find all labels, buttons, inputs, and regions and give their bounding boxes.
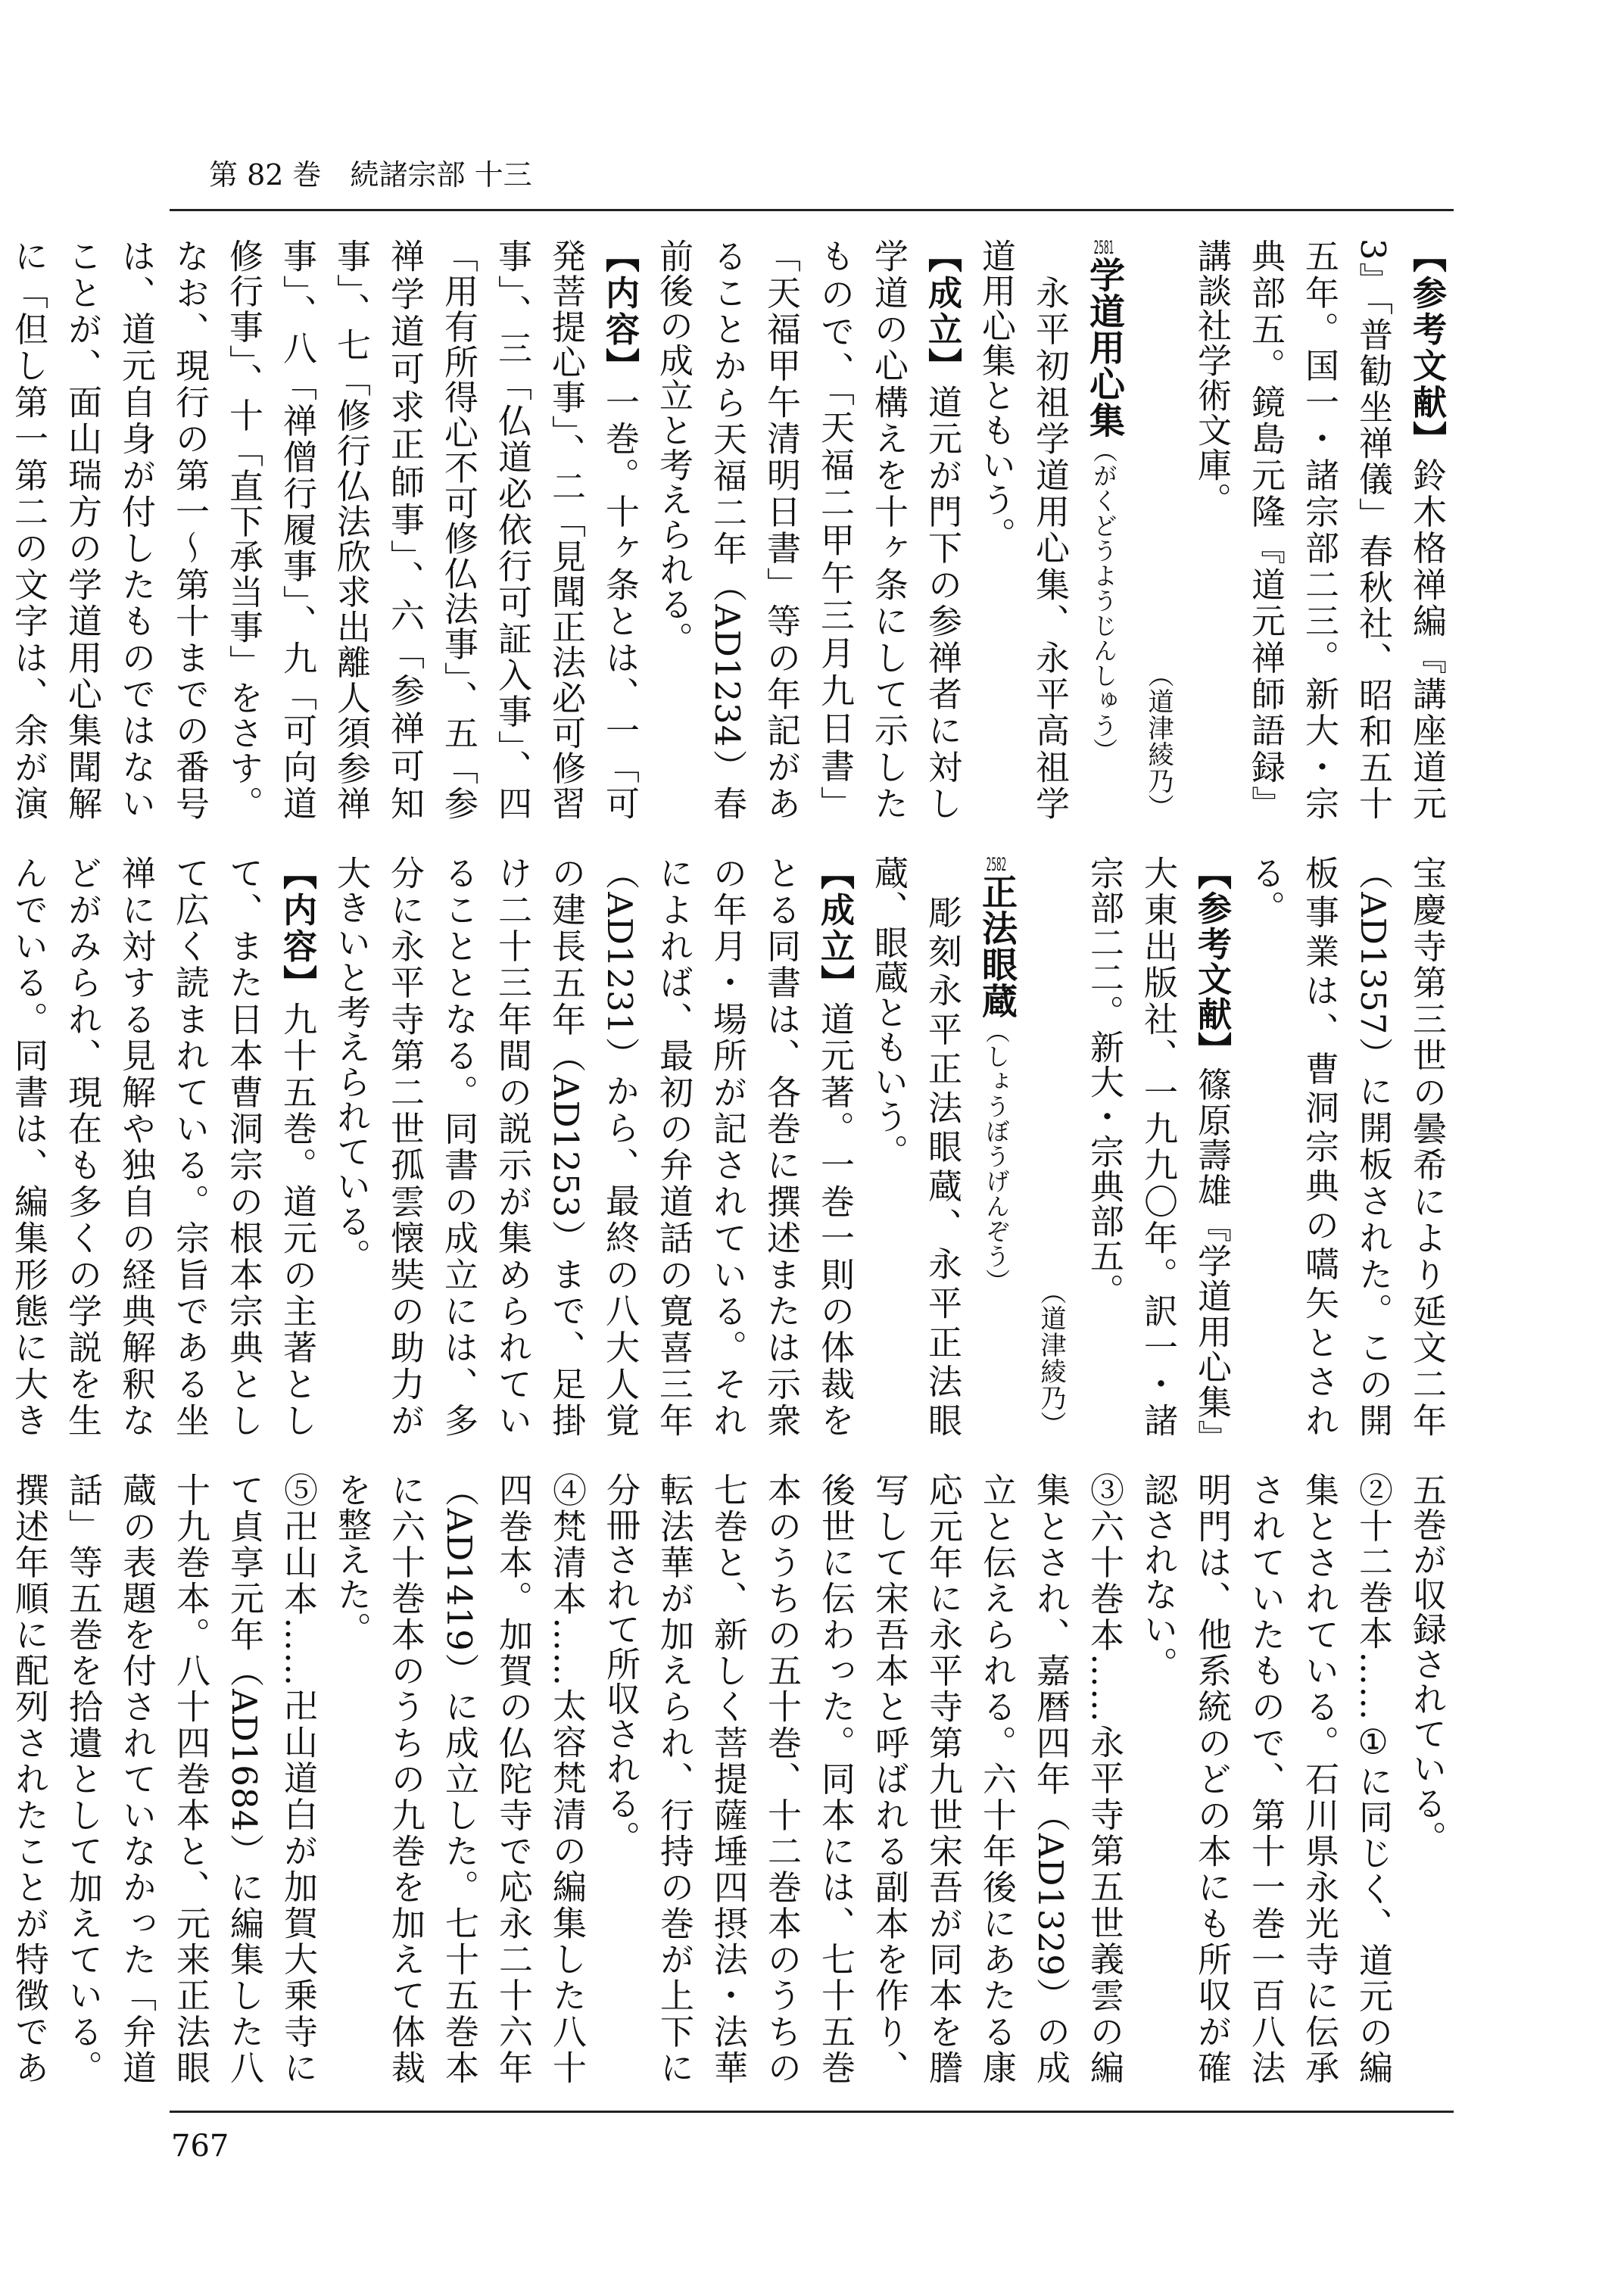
author-credit: （道津綾乃） — [1036, 1279, 1066, 1438]
running-header: 第 82 巻 続諸宗部 十三 — [209, 158, 532, 192]
section-heading: 【内容】 — [600, 238, 640, 385]
list-item: ④梵清本……太容梵清の編集した八十四巻本。加賀の仏陀寺で応永二十六年（AD1419）に成立した。七十五巻本に六十巻本のうちの九巻を加えて体裁を整えた。 — [332, 1472, 587, 2085]
entry-number: 2581 — [1093, 238, 1114, 257]
entry-alt-names: 永平初祖学道用心集、永平高祖学道用心集ともいう。 — [976, 238, 1070, 821]
section-content — [0, 238, 647, 821]
reference-text: 篠原壽雄『学道用心集』大東出版社、一九九〇年。訳一・諸宗部二二。新大・宗典部五。 — [1084, 855, 1232, 1438]
entry-2582-heading — [969, 855, 1024, 1438]
section-text: 一巻。十ヶ条とは、一「可発菩提心事」、二「見聞正法必可修習事」、三「仏道必依行可証入事」、四「用有所得心不可修仏法事」、五「参禅学道可求正師事」、六「参禅可知事」、七「修行仏法欣求出離人須参禅事」、八「禅僧行履事」、九「可向道修行事」、十「直下承当事」をさす。なお、現行の第一～第十までの番号は、道元自身が付したものではないことが、面山瑞方の学道用心集聞解に「但し第一第二の文字は、余が演 — [8, 238, 640, 821]
section-content — [0, 855, 324, 1438]
entry-title: 学道用心集 — [1083, 257, 1125, 438]
author-credit: （道津綾乃） — [1143, 662, 1174, 821]
section-text: 道元が門下の参禅者に対し学道の心構えを十ヶ条にして示したもので、「天福二甲午三月九日書」「天福甲午清明日書」等の年記があることから天福二年（AD1234）春前後の成立と考えられる。 — [653, 238, 962, 821]
list-item: ③六十巻本……永平寺第五世義雲の編集とされ、嘉暦四年（AD1329）の成立と伝えられる。六十年後にあたる康応元年に永平寺第九世宋吾が同本を謄写して宋吾本と呼ばれる副本を作り、後世に伝わった。同本には、七十五巻本のうちの五十巻、十二巻本のうちの七巻と、新しく菩提薩埵四摂法・法華転法華が加えられ、行持の巻が上下に分冊されて所収される。 — [600, 1472, 1124, 2085]
reference-text: 鈴木格禅編『講座道元 3』「普勧坐禅儀」春秋社、昭和五十五年。国一・諸宗部二三。新大・宗典部五。鏡島元隆『道元禅師語録』講談社学術文庫。 — [1192, 238, 1447, 821]
entry-number: 2582 — [986, 855, 1007, 874]
section-heading: 【成立】 — [815, 855, 855, 1002]
entry-2581-heading — [1077, 238, 1131, 821]
entry-title: 正法眼蔵 — [976, 874, 1018, 1019]
continued-paragraph: 五巻が収録されている。 — [1407, 1472, 1447, 1855]
list-item: ②十二巻本……①に同じく、道元の編集とされている。石川県永光寺に伝承されていたもので、第十一巻一百八法明門は、他系統のどの本にも所収が確認されない。 — [1138, 1472, 1393, 2085]
reference-paragraph — [1185, 238, 1454, 821]
continued-paragraph: 宝慶寺第三世の曇希により延文二年（AD1357）に開板された。この開板事業は、曹洞宗典の嚆矢とされる。 — [1245, 855, 1447, 1438]
header-rule — [170, 209, 1454, 211]
footer-rule — [170, 2111, 1454, 2113]
section-heading: 【成立】 — [922, 238, 962, 385]
reference-heading: 【参考文献】 — [1407, 238, 1447, 458]
section-text: 道元著。一巻一則の体裁をとる同書は、各巻に撰述または示衆の年月・場所が記されている。それによれば、最初の弁道話の寛喜三年（AD1231）から、最終の八大人覚の建長五年（AD1253）まで、足掛け二十三年間の説示が集められていることとなる。同書の成立には、多分に永平寺第二世孤雲懐奘の助力が大きいと考えられている。 — [331, 855, 855, 1438]
page-number: 767 — [171, 2129, 229, 2164]
text-tier-2 — [8, 855, 1454, 1438]
reference-paragraph — [1077, 855, 1239, 1438]
entry-reading: （がくどうようじんしゅう） — [1089, 438, 1118, 763]
section-text: 九十五巻。道元の主著として、また日本曹洞宗の根本宗典として広く読まれている。宗旨である坐禅に対する見解や独自の経典解釈などがみられ、現在も多くの学説を生んでいる。同書は、編集形態に大き — [8, 855, 317, 1438]
section-formation — [324, 855, 862, 1438]
list-item: ⑤卍山本……卍山道白が加賀大乗寺にて貞享元年（AD1684）に編集した八十九巻本。八十四巻本と、元来正法眼蔵の表題を付されていなかった「弁道話」等五巻を拾遺として加えている。撰述年順に配列されたことが特徴であ — [9, 1472, 318, 2085]
text-tier-3 — [9, 1472, 1454, 2085]
text-tier-1 — [8, 238, 1454, 821]
reference-heading: 【参考文献】 — [1192, 855, 1232, 1067]
entry-reading: （しょうぼうげんぞう） — [982, 1019, 1011, 1294]
section-heading: 【内容】 — [277, 855, 317, 1002]
entry-alt-names: 彫刻永平正法眼蔵、永平正法眼蔵、眼蔵ともいう。 — [868, 855, 962, 1438]
section-formation — [647, 238, 969, 821]
